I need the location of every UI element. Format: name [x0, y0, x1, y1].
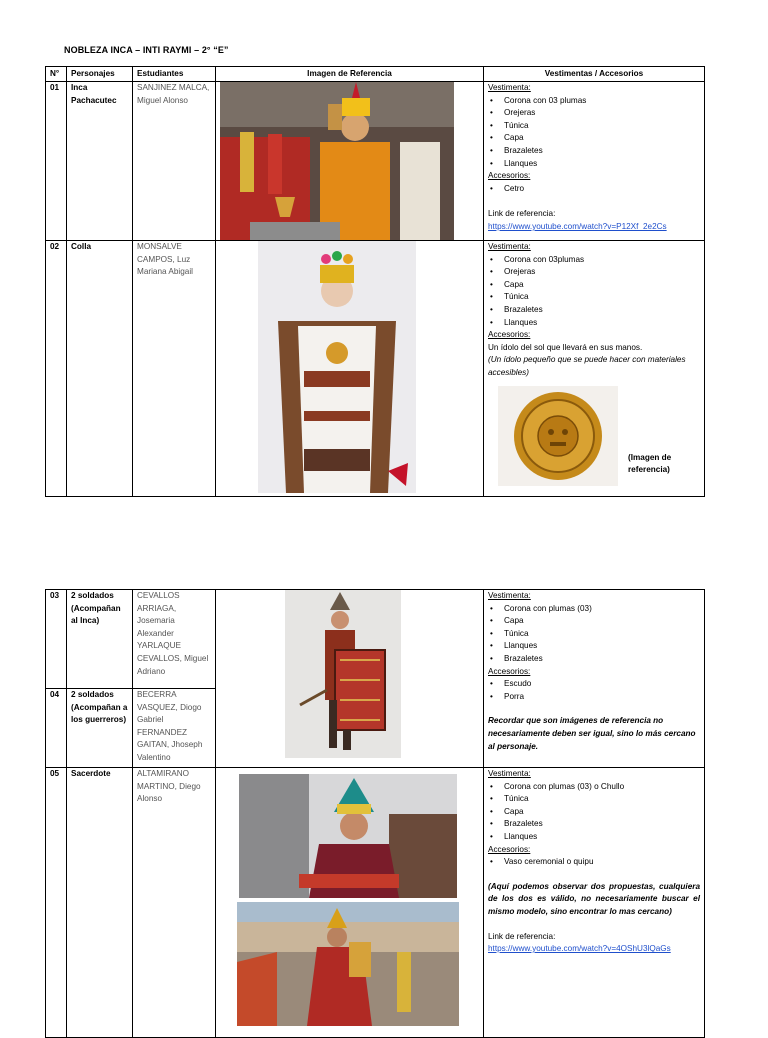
row-number: 02 [46, 241, 67, 497]
character-name: Colla [67, 241, 133, 497]
reference-note: Recordar que son imágenes de referencia no necesariamente deben ser igual, sino lo más cercano al personaje. [488, 716, 696, 751]
vestimenta-list [488, 254, 700, 330]
character-name: Inca Pachacutec [67, 82, 133, 241]
header-num: N° [46, 67, 67, 82]
list-item: • Capa [488, 615, 700, 628]
vestimenta-label: Vestimenta: [488, 242, 531, 251]
accessory-text: Un ídolo del sol que llevará en sus manos. [488, 342, 643, 352]
header-personajes: Personajes [67, 67, 133, 82]
list-item: • Cetro [488, 183, 700, 196]
accesorios-label: Accesorios: [488, 666, 531, 676]
colla-photo [258, 241, 416, 493]
vestimenta-label: Vestimenta: [488, 83, 531, 92]
reference-link[interactable]: https://www.youtube.com/watch?v=P12Xf_2e2Cs [488, 221, 667, 231]
list-item: • Llanques [488, 640, 700, 653]
character-name: 2 soldados (Acompañan al Inca) [67, 590, 133, 689]
list-item: • Túnica [488, 628, 700, 641]
list-item: • Capa [488, 132, 700, 145]
student-names: MONSALVE CAMPOS, Luz Mariana Abigail [133, 241, 216, 497]
row-number: 03 [46, 590, 67, 689]
sun-idol-block [488, 386, 700, 496]
list-item: • Escudo [488, 678, 700, 691]
row-number: 04 [46, 689, 67, 768]
list-item: • Vaso ceremonial o quipu [488, 856, 700, 869]
table-header-row [46, 67, 705, 82]
list-item: • Llanques [488, 317, 700, 330]
reference-image-cell [216, 241, 484, 497]
accesorios-label: Accesorios: [488, 171, 531, 181]
costume-cell [484, 241, 705, 497]
list-item: • Corona con 03plumas [488, 254, 700, 267]
student-names: ALTAMIRANO MARTINO, Diego Alonso [133, 768, 216, 1038]
sun-idol-image [498, 386, 618, 486]
student-names: CEVALLOS ARRIAGA, Josemaria Alexander YARLAQUE CEVALLOS, Miguel Adriano [133, 590, 216, 689]
list-item: • Túnica [488, 291, 700, 304]
priest-photo-1 [239, 774, 457, 898]
character-name: 2 soldados (Acompañan a los guerreros) [67, 689, 133, 768]
list-item: • Corona con plumas (03) [488, 603, 700, 616]
reference-image-cell [216, 768, 484, 1038]
row-number: 05 [46, 768, 67, 1038]
table-row [46, 768, 705, 1038]
accesorios-label: Accesorios: [488, 844, 531, 854]
vestimenta-list [488, 781, 700, 844]
list-item: • Brazaletes [488, 818, 700, 831]
list-item: • Capa [488, 806, 700, 819]
accessory-note: (Un ídolo pequeño que se puede hacer con materiales accesibles) [488, 355, 686, 377]
table-row [46, 241, 705, 497]
accesorios-label: Accesorios: [488, 330, 531, 340]
student-names: SANJINEZ MALCA, Miguel Alonso [133, 82, 216, 241]
nobility-table-part2 [45, 589, 705, 1038]
list-item: • Corona con plumas (03) o Chullo [488, 781, 700, 794]
row-number: 01 [46, 82, 67, 241]
list-item: • Porra [488, 691, 700, 704]
link-label: Link de referencia: [488, 931, 556, 941]
document-title: NOBLEZA INCA – INTI RAYMI – 2° “E” [64, 45, 229, 55]
student-names: BECERRA VASQUEZ, Diogo Gabriel FERNANDEZ GAITAN, Jhoseph Valentino [133, 689, 216, 768]
costume-cell [484, 768, 705, 1038]
header-imagen: Imagen de Referencia [216, 67, 484, 82]
list-item: • Llanques [488, 831, 700, 844]
nobility-table-part1 [45, 66, 705, 497]
list-item: • Túnica [488, 793, 700, 806]
reference-link[interactable]: https://www.youtube.com/watch?v=4OShU3lQaGs [488, 944, 671, 954]
vestimenta-list [488, 95, 700, 171]
accesorios-list [488, 183, 700, 196]
list-item: • Brazaletes [488, 145, 700, 158]
table-row [46, 82, 705, 241]
list-item: • Brazaletes [488, 304, 700, 317]
proposals-note: (Aquí podemos observar dos propuestas, cualquiera de los dos es válido, no necesariamente buscar el mismo modelo, sino encontrar lo mas cercano) [488, 881, 700, 916]
soldier-photo [285, 590, 401, 758]
costume-cell [484, 82, 705, 241]
reference-image-cell [216, 590, 484, 768]
list-item: • Orejeras [488, 266, 700, 279]
vestimenta-list [488, 603, 700, 666]
list-item: • Orejeras [488, 107, 700, 120]
accesorios-list [488, 678, 700, 703]
character-name: Sacerdote [67, 768, 133, 1038]
list-item: • Capa [488, 279, 700, 292]
list-item: • Túnica [488, 120, 700, 133]
list-item: • Corona con 03 plumas [488, 95, 700, 108]
priest-photo-2 [237, 902, 459, 1026]
inca-pachacutec-photo [220, 82, 454, 240]
list-item: • Llanques [488, 158, 700, 171]
reference-image-cell [216, 82, 484, 241]
image-note: (Imagen de referencia) [628, 452, 672, 475]
accesorios-list [488, 856, 700, 869]
costume-cell [484, 590, 705, 768]
link-label: Link de referencia: [488, 209, 556, 219]
list-item: • Brazaletes [488, 653, 700, 666]
vestimenta-label: Vestimenta: [488, 591, 531, 600]
table-row [46, 590, 705, 689]
header-vestimentas: Vestimentas / Accesorios [484, 67, 705, 82]
header-estudiantes: Estudiantes [133, 67, 216, 82]
vestimenta-label: Vestimenta: [488, 769, 531, 778]
